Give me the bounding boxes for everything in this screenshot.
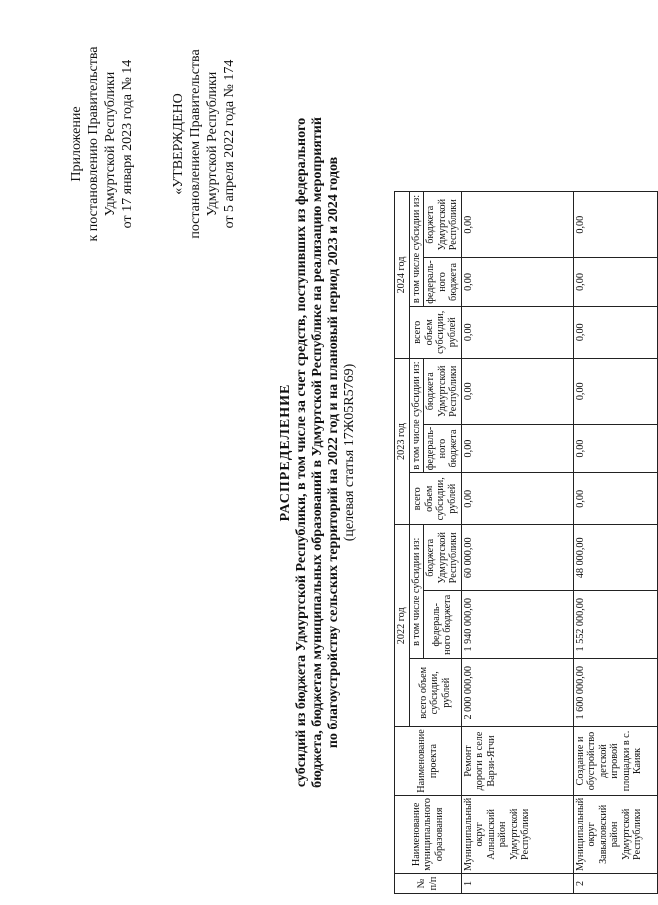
- header-year-2022: 2022 год: [395, 525, 410, 727]
- row-2023-total: 0,00: [461, 473, 573, 525]
- header-federal: федераль-ного бюджета: [424, 424, 462, 473]
- header-total: всего объем субсидии, рублей: [409, 473, 461, 525]
- document-title: [278, 60, 358, 845]
- row-project: Ремонт дороги в селе Варзи-Ятчи: [461, 727, 573, 795]
- distribution-table: [394, 191, 658, 894]
- row-2023-total: 0,00: [573, 473, 657, 525]
- table-row: [461, 192, 573, 894]
- row-2023-regional: 0,00: [461, 358, 573, 424]
- row-2022-regional: 48 000,00: [573, 525, 657, 591]
- header-year-2024: 2024 год: [395, 192, 410, 359]
- header-including: в том числе субсидии из:: [409, 358, 424, 473]
- row-project: Создание и обустройство детской игровой площадки в с. Каияк: [573, 727, 657, 795]
- title-line: субсидий из бюджета Удмуртской Республики, в том числе за счет средств, поступивших из федерального: [294, 117, 309, 788]
- header-project: Наименование проекта: [395, 727, 462, 795]
- header-regional: бюджета Удмуртской Республики: [424, 525, 462, 591]
- title-line: бюджета, бюджетам муниципальных образований в Удмуртской Республике на реализацию мероприятий: [310, 117, 325, 788]
- row-2024-total: 0,00: [573, 306, 657, 358]
- approval-line: постановлением Правительства: [188, 49, 203, 239]
- row-2023-federal: 0,00: [573, 424, 657, 473]
- appendix-line: Удмуртской Республики: [103, 71, 118, 217]
- header-federal: федераль-ного бюджета: [424, 258, 462, 307]
- row-num: 2: [573, 874, 657, 894]
- row-2022-total: 1 600 000,00: [573, 659, 657, 727]
- row-2024-regional: 0,00: [573, 192, 657, 258]
- row-2023-federal: 0,00: [461, 424, 573, 473]
- header-municipality: Наименование муниципального образования: [395, 795, 462, 873]
- header-total: всего объем субсидии, рублей: [409, 306, 461, 358]
- header-year-2023: 2023 год: [395, 358, 410, 525]
- row-2024-federal: 0,00: [461, 258, 573, 307]
- header-including: в том числе субсидии из:: [409, 525, 424, 659]
- header-regional: бюджета Удмуртской Республики: [424, 192, 462, 258]
- row-2023-regional: 0,00: [573, 358, 657, 424]
- row-2024-regional: 0,00: [461, 192, 573, 258]
- header-federal: федераль-ного бюджета: [424, 591, 462, 659]
- title-target-article: (целевая статья 17Ж05R5769): [342, 363, 357, 542]
- row-2022-total: 2 000 000,00: [461, 659, 573, 727]
- row-2022-federal: 1 940 000,00: [461, 591, 573, 659]
- header-regional: бюджета Удмуртской Республики: [424, 358, 462, 424]
- appendix-block: [68, 16, 136, 272]
- distribution-table-wrap: [394, 191, 658, 894]
- row-num: 1: [461, 874, 573, 894]
- approval-line: Удмуртской Республики: [205, 71, 220, 217]
- appendix-line: Приложение: [69, 106, 84, 182]
- header-num: № п/п: [395, 874, 462, 894]
- row-2024-total: 0,00: [461, 306, 573, 358]
- approval-line: от 5 апреля 2022 года № 174: [222, 59, 237, 229]
- row-2022-regional: 60 000,00: [461, 525, 573, 591]
- title-heading: РАСПРЕДЕЛЕНИЕ: [278, 383, 293, 522]
- table-row: [573, 192, 657, 894]
- row-2022-federal: 1 552 000,00: [573, 591, 657, 659]
- row-municipality: Муниципальный округ Завьяловский район Удмуртской Республики: [573, 795, 657, 873]
- row-2024-federal: 0,00: [573, 258, 657, 307]
- appendix-line: к постановлению Правительства: [86, 46, 101, 242]
- header-including: в том числе субсидии из:: [409, 192, 424, 307]
- appendix-line: от 17 января 2023 года № 14: [120, 59, 135, 229]
- approval-line: «УТВЕРЖДЕНО: [171, 93, 186, 195]
- row-municipality: Муниципальный округ Алнашский район Удмуртской Республики: [461, 795, 573, 873]
- header-total: всего объем субсидии, рублей: [409, 659, 461, 727]
- approval-block: [170, 16, 238, 272]
- title-line: по благоустройству сельских территорий на 2022 год и на плановый период 2023 и 2024 годов: [326, 156, 341, 749]
